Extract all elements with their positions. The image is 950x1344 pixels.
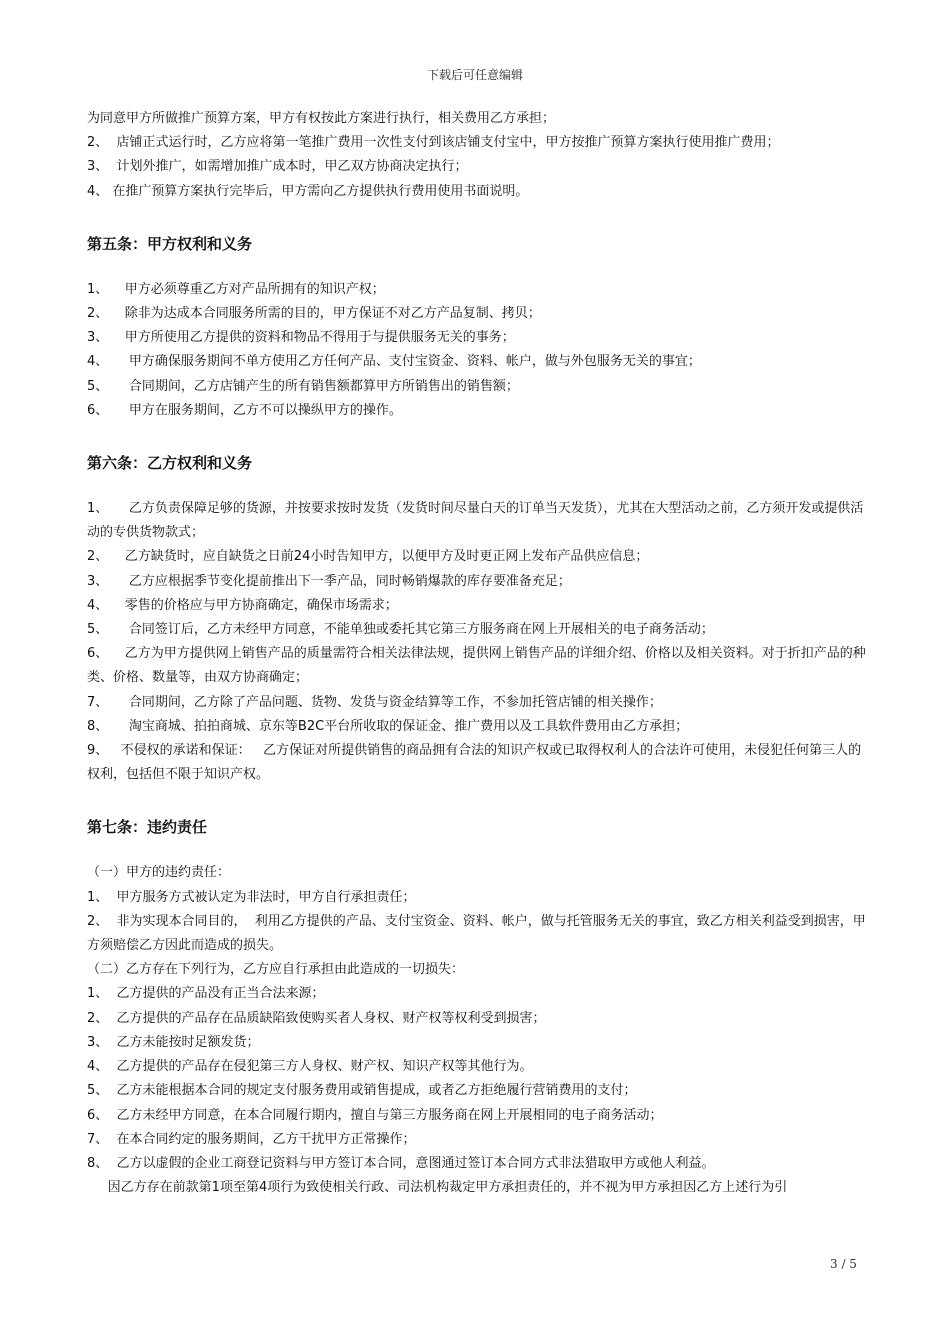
list-item: 7、 合同期间，乙方除了产品问题、货物、发货与资金结算等工作，不参加托管店铺的相关操作； xyxy=(87,694,662,710)
intro-line: 2、 店铺正式运行时，乙方应将第一笔推广费用一次性支付到该店铺支付宝中，甲方按推广预算方案执行使用推广费用； xyxy=(87,135,780,151)
list-item: 1、 甲方必须尊重乙方对产品所拥有的知识产权； xyxy=(87,281,385,297)
list-item: 1、 乙方提供的产品没有正当合法来源； xyxy=(87,986,325,1002)
document-body xyxy=(87,107,867,1200)
list-item: 5、 合同期间，乙方店铺产生的所有销售额都算甲方所销售出的销售额； xyxy=(87,378,519,394)
list-item: 5、 合同签订后，乙方未经甲方同意，不能单独或委托其它第三方服务商在网上开展相关的电子商务活动； xyxy=(87,622,714,638)
list-item: 1、 甲方服务方式被认定为非法时，甲方自行承担责任； xyxy=(87,889,416,905)
section7-list xyxy=(87,861,867,1200)
list-item: 9、 不侵权的承诺和保证： 乙方保证对所提供销售的商品拥有合法的知识产权或已取得权利人的合法许可使用，未侵犯任何第三人的权利，包括但不限于知识产权。 xyxy=(87,743,862,783)
section6-list xyxy=(87,497,867,787)
section-title: 第七条：违约责任 xyxy=(87,818,208,837)
section-title: 第六条：乙方权利和义务 xyxy=(87,454,253,473)
list-item: 3、 甲方所使用乙方提供的资料和物品不得用于与提供服务无关的事务； xyxy=(87,330,515,346)
list-item: 8、 淘宝商城、拍拍商城、京东等B2C平台所收取的保证金、推广费用以及工具软件费用由乙方承担； xyxy=(87,718,689,734)
list-item: 因乙方存在前款第1项至第4项行为致使相关行政、司法机构裁定甲方承担责任的，并不视为甲方承担因乙方上述行为引 xyxy=(87,1180,788,1196)
list-item: （二）乙方存在下列行为，乙方应自行承担由此造成的一切损失： xyxy=(87,962,465,978)
list-item: 2、 乙方缺货时，应自缺货之日前24小时告知甲方，以便甲方及时更正网上发布产品供应信息； xyxy=(87,549,649,565)
list-item: 5、 乙方未能根据本合同的规定支付服务费用或销售提成，或者乙方拒绝履行营销费用的支付； xyxy=(87,1083,637,1099)
list-item: 2、 非为实现本合同目的， 利用乙方提供的产品、支付宝资金、资料、帐户，做与托管服务无关的事宜，致乙方相关利益受到损害，甲方须赔偿乙方因此而造成的损失。 xyxy=(87,913,866,954)
list-item: 3、 乙方未能按时足额发货； xyxy=(87,1034,260,1050)
list-item: 8、 乙方以虚假的企业工商登记资料与甲方签订本合同，意图通过签订本合同方式非法猎取甲方或他人利益。 xyxy=(87,1155,715,1171)
list-item: 4、 乙方提供的产品存在侵犯第三方人身权、财产权、知识产权等其他行为。 xyxy=(87,1059,533,1075)
list-item: 6、 乙方未经甲方同意，在本合同履行期内，擅自与第三方服务商在网上开展相同的电子商务活动； xyxy=(87,1107,663,1123)
list-item: 2、 除非为达成本合同服务所需的目的，甲方保证不对乙方产品复制、拷贝； xyxy=(87,306,541,322)
list-item: （一）甲方的违约责任： xyxy=(87,865,231,881)
list-item: 4、 甲方确保服务期间不单方使用乙方任何产品、支付宝资金、资料、帐户，做与外包服务无关的事宜； xyxy=(87,354,701,370)
section-title: 第五条：甲方权利和义务 xyxy=(87,234,253,253)
list-item: 3、 乙方应根据季节变化提前推出下一季产品，同时畅销爆款的库存要准备充足； xyxy=(87,573,571,589)
intro-block xyxy=(87,107,867,204)
page-header: 下载后可任意编辑 xyxy=(426,68,523,82)
list-item: 2、 乙方提供的产品存在品质缺陷致使购买者人身权、财产权等权利受到损害； xyxy=(87,1010,546,1026)
list-item: 6、 乙方为甲方提供网上销售产品的质量需符合相关法律法规，提供网上销售产品的详细介绍、价格以及相关资料。对于折扣产品的种类、价格、数量等，由双方协商确定； xyxy=(87,646,866,686)
list-item: 6、 甲方在服务期间，乙方不可以操纵甲方的操作。 xyxy=(87,402,402,418)
page-number: 3 / 5 xyxy=(830,1257,857,1271)
intro-line: 为同意甲方所做推广预算方案，甲方有权按此方案进行执行，相关费用乙方承担； xyxy=(87,111,556,126)
section5-list xyxy=(87,278,867,423)
list-item: 4、 零售的价格应与甲方协商确定，确保市场需求； xyxy=(87,597,398,613)
list-item: 7、 在本合同约定的服务期间，乙方干扰甲方正常操作； xyxy=(87,1131,416,1147)
intro-line: 3、 计划外推广，如需增加推广成本时，甲乙双方协商决定执行； xyxy=(87,159,468,175)
list-item: 1、 乙方负责保障足够的货源，并按要求按时发货（发货时间尽量白天的订单当天发货），尤其在大型活动之前，乙方须开发或提供活动的专供货物款式； xyxy=(87,501,864,541)
intro-line: 4、 在推广预算方案执行完毕后，甲方需向乙方提供执行费用使用书面说明。 xyxy=(87,183,529,199)
